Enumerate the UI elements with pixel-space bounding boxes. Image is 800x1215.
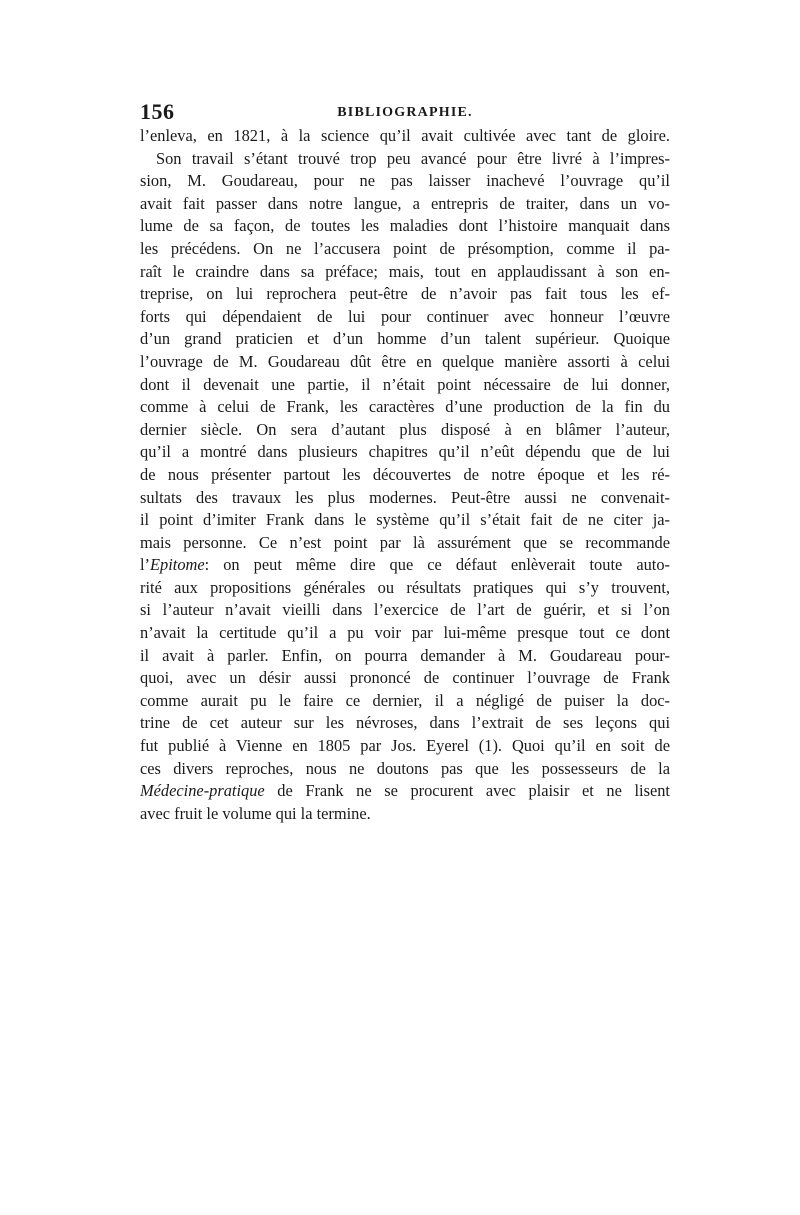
text-line: de nous présenter partout les découvertes de notre époque et les ré- <box>140 464 670 484</box>
text-span: : on peut même dire que ce défaut enlèverait toute auto- <box>204 555 670 575</box>
text-line: l’enleva, en 1821, à la science qu’il avait cultivée avec tant de gloire. <box>140 126 670 145</box>
text-span: de Frank ne se procurent avec plaisir et ne lisent <box>264 781 670 801</box>
text-line: rité aux propositions générales ou résultats pratiques qui s’y trouvent, <box>140 577 670 597</box>
text-line: quoi, avec un désir aussi prononcé de continuer l’ouvrage de Frank <box>140 668 670 688</box>
text-line: n’avait la certitude qu’il a pu voir par lui-même presque tout ce dont <box>140 623 670 643</box>
text-line: dont il devenait une partie, il n’était point nécessaire de lui donner, <box>140 374 670 394</box>
text-line: Son travail s’étant trouvé trop peu avancé pour être livré à l’impres- <box>156 148 670 168</box>
italic-title: Médecine-pratique <box>140 781 265 801</box>
text-line: qu’il a montré dans plusieurs chapitres qu’il n’eût dépendu que de lui <box>140 442 670 462</box>
text-line <box>140 780 670 803</box>
text-line: il avait à parler. Enfin, on pourra demander à M. Goudareau pour- <box>140 645 670 665</box>
text-line: il point d’imiter Frank dans le système qu’il s’était fait de ne citer ja- <box>140 510 670 530</box>
text-line: forts qui dépendaient de lui pour continuer avec honneur l’œuvre <box>140 306 670 326</box>
text-line: si l’auteur n’avait vieilli dans l’exercice de l’art de guérir, et si l’on <box>140 600 670 620</box>
text-line: comme aurait pu le faire ce dernier, il a négligé de puiser la doc- <box>140 690 670 710</box>
text-line: sultats des travaux les plus modernes. Peut-être aussi ne convenait- <box>140 487 670 507</box>
text-line: sion, M. Goudareau, pour ne pas laisser inachevé l’ouvrage qu’il <box>140 171 670 191</box>
text-line: dernier siècle. On sera d’autant plus disposé à en blâmer l’auteur, <box>140 419 670 439</box>
page-number: 156 <box>140 99 175 124</box>
text-line <box>140 554 670 577</box>
text-line: d’un grand praticien et d’un homme d’un talent supérieur. Quoique <box>140 329 670 349</box>
body-paragraph <box>140 125 670 825</box>
text-line: les précédens. On ne l’accusera point de présomption, comme il pa- <box>140 238 670 258</box>
text-line: lume de sa façon, de toutes les maladies dont l’histoire manquait dans <box>140 216 670 236</box>
text-line: fut publié à Vienne en 1805 par Jos. Eyerel (1). Quoi qu’il en soit de <box>140 736 670 756</box>
text-line: avec fruit le volume qui la termine. <box>140 803 371 823</box>
text-line: avait fait passer dans notre langue, a entrepris de traiter, dans un vo- <box>140 193 670 213</box>
running-title: BIBLIOGRAPHIE. <box>337 105 473 120</box>
italic-title: Epitome <box>150 555 205 575</box>
text-line: trine de cet auteur sur les névroses, dans l’extrait de ses leçons qui <box>140 713 670 733</box>
text-line: mais personne. Ce n’est point par là assurément que se recommande <box>140 532 670 552</box>
text-line: raît le craindre dans sa préface; mais, tout en applaudissant à son en- <box>140 261 670 281</box>
text-line: treprise, on lui reprochera peut-être de n’avoir pas fait tous les ef- <box>140 284 670 304</box>
text-line: ces divers reproches, nous ne doutons pas que les possesseurs de la <box>140 758 670 778</box>
text-span: l’ <box>140 555 151 575</box>
running-head <box>140 99 670 125</box>
text-line: comme à celui de Frank, les caractères d’une production de la fin du <box>140 397 670 417</box>
text-line: l’ouvrage de M. Goudareau dût être en quelque manière assorti à celui <box>140 351 670 371</box>
